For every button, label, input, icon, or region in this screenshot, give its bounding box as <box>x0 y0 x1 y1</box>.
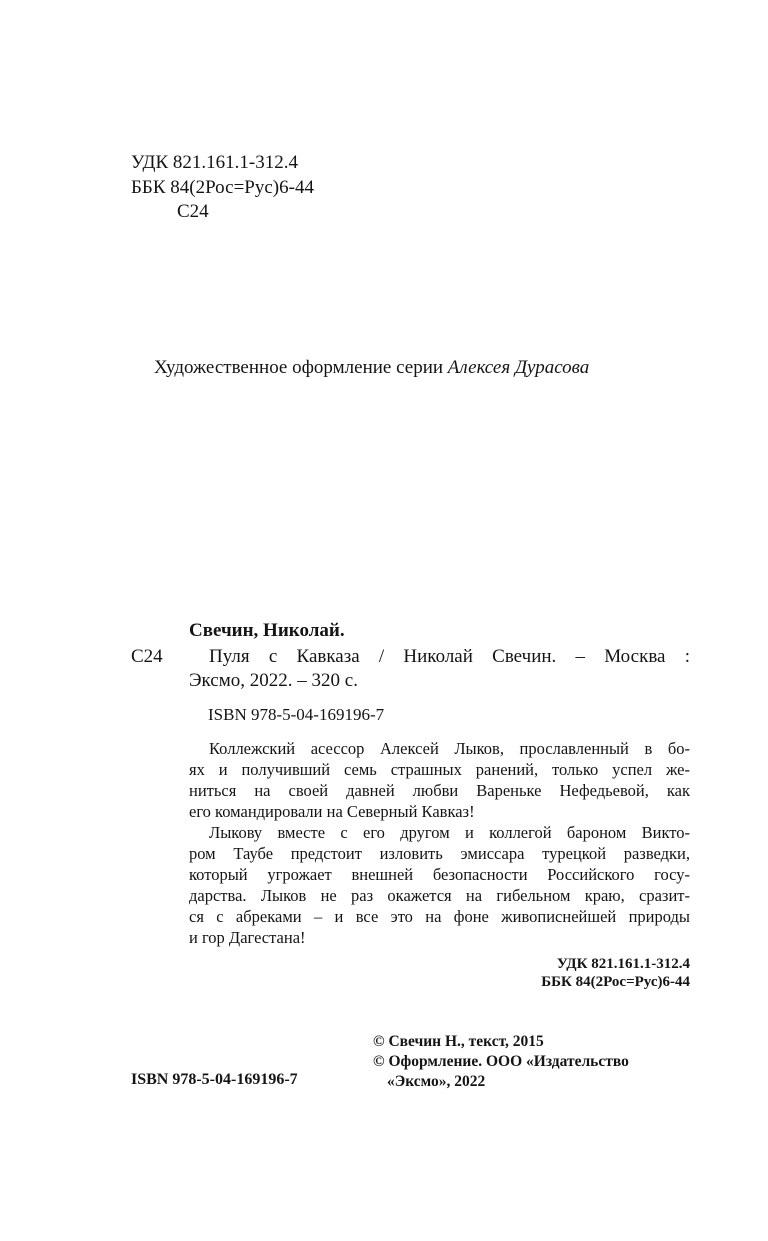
annotation-line: его командировали на Северный Кавказ! <box>189 802 475 821</box>
record-isbn: ISBN 978-5-04-169196-7 <box>208 705 385 724</box>
design-credit-artist: Алексея Дурасова <box>447 357 590 378</box>
design-credit <box>154 356 589 380</box>
annotation-line: ся с абреками – и все это на фоне живописнейшей природы <box>189 907 690 926</box>
copyright-design-cont: «Эксмо», 2022 <box>387 1073 486 1090</box>
bbk-index: ББК 84(2Рос=Рус)6-44 <box>131 177 314 198</box>
annotation-line: который угрожает внешней безопасности Российского госу- <box>189 865 690 884</box>
annotation-line: дарства. Лыков не раз окажется на гибельном краю, сразит- <box>189 886 690 905</box>
annotation-line: и гор Дагестана! <box>189 928 306 947</box>
record-udk: УДК 821.161.1-312.4 <box>556 956 690 972</box>
copyright-text: © Свечин Н., текст, 2015 <box>373 1033 544 1050</box>
annotation-line: ром Таубе предстоит изловить эмиссара турецкой разведки, <box>189 844 690 863</box>
annotation-line: ях и получивший семь страшных ранений, только успел же- <box>189 760 690 779</box>
udk-index: УДК 821.161.1-312.4 <box>131 152 298 173</box>
annotation-line: Коллежский асессор Алексей Лыков, прославленный в бо- <box>209 739 690 758</box>
record-author: Свечин, Николай. <box>189 620 345 641</box>
annotation-line: ниться на своей давней любви Вареньке Нефедьевой, как <box>189 781 690 800</box>
record-bbk: ББК 84(2Рос=Рус)6-44 <box>541 974 690 990</box>
author-sign: С24 <box>177 201 209 222</box>
record-title-line-2: Эксмо, 2022. – 320 с. <box>189 670 358 691</box>
footer-isbn: ISBN 978-5-04-169196-7 <box>131 1071 298 1088</box>
copyright-design: © Оформление. ООО «Издательство <box>373 1053 629 1070</box>
annotation-line: Лыкову вместе с его другом и коллегой бароном Викто- <box>209 823 690 842</box>
record-author-sign: С24 <box>131 646 163 667</box>
record-title-line-1: Пуля с Кавказа / Николай Свечин. – Москва : <box>209 646 690 667</box>
design-credit-prefix: Художественное оформление серии <box>154 357 448 378</box>
